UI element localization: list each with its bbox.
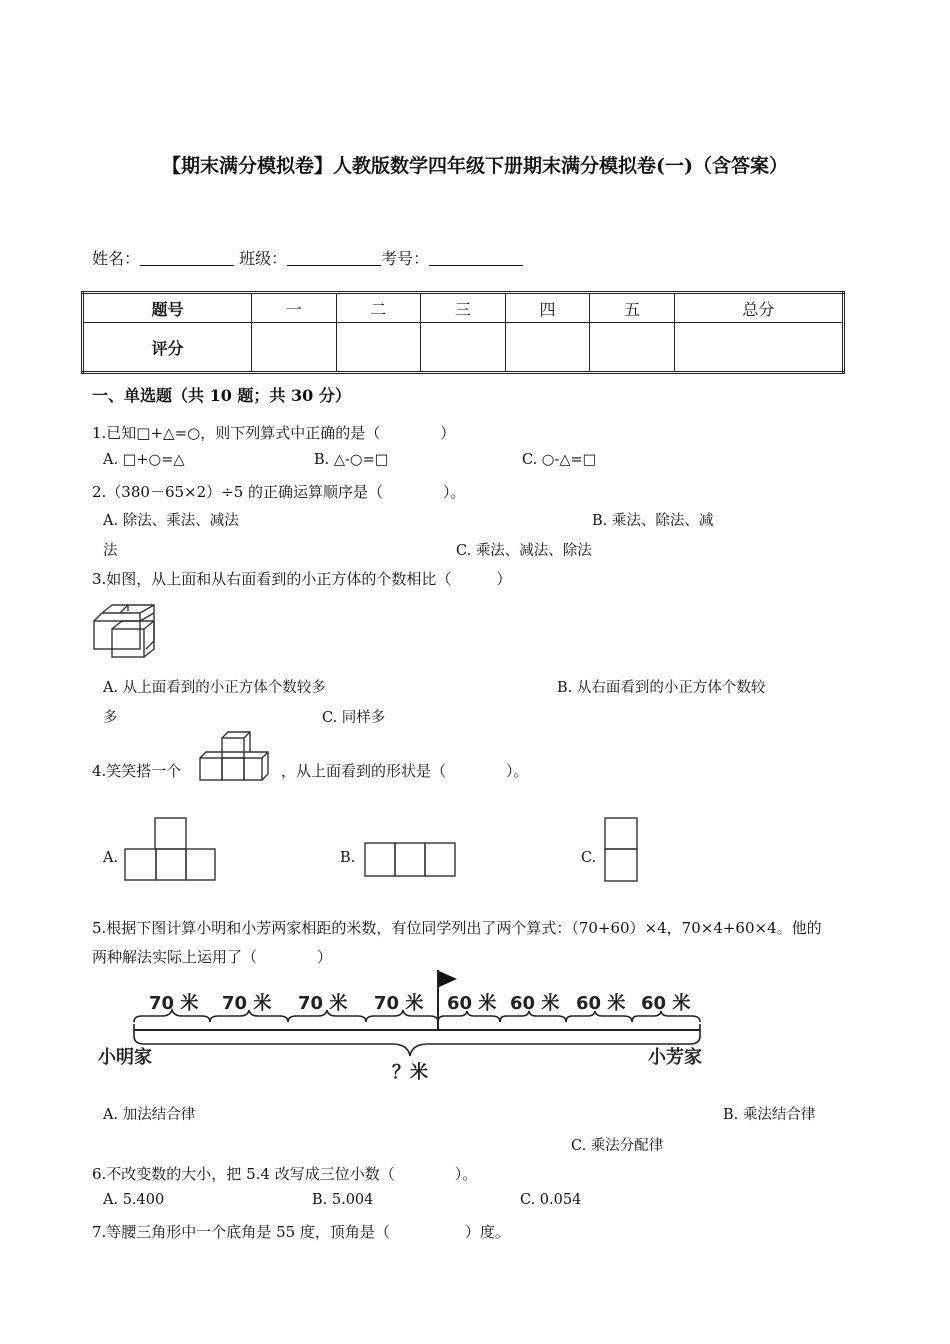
exam-no-label: 考号： [381, 249, 430, 268]
q6-option-c[interactable]: C. 0.054 [520, 1192, 582, 1208]
question-4-text-after: ，从上面看到的形状是（ ）。 [281, 762, 529, 780]
q1-option-b[interactable]: B. △-○=□ [314, 452, 389, 468]
score-table-col-5: 五 [590, 293, 675, 323]
score-cell[interactable] [590, 323, 675, 373]
question-5-line-2: 两种解法实际上运用了（ ） [92, 948, 333, 966]
question-3-text: 3.如图，从上面和从右面看到的小正方体的个数相比（ ） [92, 570, 512, 588]
score-table-col-total: 总分 [674, 293, 843, 323]
q5-option-b[interactable]: B. 乘法结合律 [723, 1107, 816, 1123]
q1-option-c[interactable]: C. ○-△=□ [522, 452, 597, 468]
score-table-score-label: 评分 [83, 323, 252, 373]
total-brace [134, 1036, 700, 1056]
q4-option-a[interactable]: A. [103, 850, 119, 866]
question-1-text: 1.已知□+△=○，则下列算式中正确的是（ ） [92, 424, 456, 442]
distance-diagram [92, 966, 732, 1086]
q2-option-b-cont: 法 [103, 543, 118, 559]
exam-no-blank[interactable] [429, 251, 523, 266]
name-blank[interactable] [140, 251, 234, 266]
q2-option-a[interactable]: A. 除法、乘法、减法 [103, 513, 239, 529]
score-table [81, 291, 845, 374]
class-blank[interactable] [287, 251, 381, 266]
segment-label-60: 60 米 [447, 993, 497, 1014]
question-5-line-1: 5.根据下图计算小明和小芳两家相距的米数，有位同学列出了两个算式：（70+60）×4，70×4+60×4。他的 [92, 919, 822, 937]
q4-option-b-shape [362, 840, 460, 880]
q4-option-c-shape [601, 815, 641, 885]
name-label: 姓名： [92, 249, 141, 268]
segment-label-70: 70 米 [374, 993, 424, 1014]
segment-label-70: 70 米 [298, 993, 348, 1014]
q4-option-c[interactable]: C. [581, 850, 597, 866]
q6-option-b[interactable]: B. 5.004 [312, 1192, 374, 1208]
question-2-text: 2.（380－65×2）÷5 的正确运算顺序是（ ）。 [92, 483, 466, 501]
segment-label-60: 60 米 [641, 993, 691, 1014]
q4-option-a-shape [122, 815, 218, 883]
score-cell[interactable] [421, 323, 506, 373]
q6-option-a[interactable]: A. 5.400 [103, 1192, 165, 1208]
cube-stack-figure [90, 601, 162, 659]
section-heading: 一、单选题（共 10 题；共 30 分） [92, 386, 351, 405]
page-title: 【期末满分模拟卷】人教版数学四年级下册期末满分模拟卷(一)（含答案） [162, 155, 788, 177]
q1-option-a[interactable]: A. □+○=△ [103, 452, 185, 468]
xiaofang-home-label: 小芳家 [648, 1047, 702, 1068]
q2-option-c[interactable]: C. 乘法、减法、除法 [456, 543, 592, 559]
score-cell[interactable] [336, 323, 421, 373]
q4-option-b[interactable]: B. [340, 850, 356, 866]
question-7-text: 7.等腰三角形中一个底角是 55 度，顶角是（ ）度。 [92, 1223, 510, 1241]
q3-option-a[interactable]: A. 从上面看到的小正方体个数较多 [103, 680, 326, 696]
student-info [92, 246, 523, 269]
q3-option-b[interactable]: B. 从右面看到的小正方体个数较 [557, 680, 766, 696]
block-build-figure [196, 730, 272, 784]
segment-label-60: 60 米 [576, 993, 626, 1014]
question-4-text-before: 4.笑笑搭一个 [92, 762, 182, 780]
q2-option-b[interactable]: B. 乘法、除法、减 [592, 513, 714, 529]
class-label: 班级： [239, 249, 288, 268]
score-table-col-2: 二 [336, 293, 421, 323]
score-cell[interactable] [505, 323, 590, 373]
score-cell[interactable] [674, 323, 843, 373]
q3-option-b-cont: 多 [103, 710, 118, 726]
score-cell[interactable] [252, 323, 337, 373]
xiaoming-home-label: 小明家 [98, 1047, 152, 1068]
total-distance-label: ？米 [392, 1062, 428, 1083]
score-table-col-1: 一 [252, 293, 337, 323]
q3-option-c[interactable]: C. 同样多 [322, 710, 386, 726]
score-table-col-3: 三 [421, 293, 506, 323]
score-table-header-label: 题号 [83, 293, 252, 323]
score-table-col-4: 四 [505, 293, 590, 323]
segment-label-70: 70 米 [149, 993, 199, 1014]
q5-option-a[interactable]: A. 加法结合律 [103, 1107, 196, 1123]
q5-option-c[interactable]: C. 乘法分配律 [571, 1138, 664, 1154]
question-6-text: 6.不改变数的大小，把 5.4 改写成三位小数（ ）。 [92, 1165, 478, 1183]
segment-label-60: 60 米 [510, 993, 560, 1014]
segment-label-70: 70 米 [222, 993, 272, 1014]
